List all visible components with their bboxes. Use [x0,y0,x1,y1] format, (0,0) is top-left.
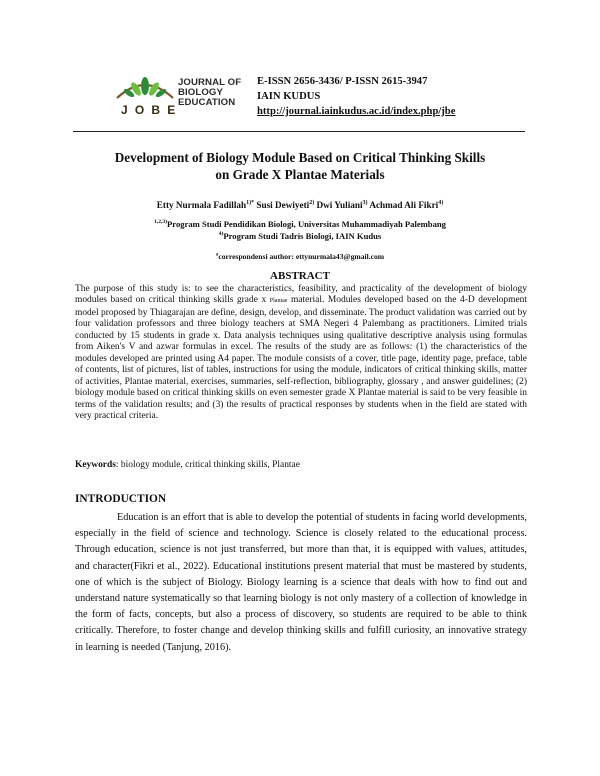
paper-title: Development of Biology Module Based on Critical Thinking Skills on Grade X Plantae Materials [114,150,486,182]
author-list: Etty Nurmala Fadillah$^{1)*}$ Susi Dewiyeti$^{2)}$ Dwi Yuliani$^{3)}$ Achmad Ali Fikri$^{4)}$ [156,199,444,210]
leaf-logo-icon [113,68,177,104]
correspondence: $^a$correspondensi author: ettynurmala43@gmail.com [215,252,385,261]
logo-journal-name: JOURNAL OF BIOLOGY EDUCATION [178,77,242,109]
author-name: Dwi Yuliani [316,200,363,210]
abstract-heading: ABSTRACT [270,270,330,282]
keywords: Keywords: biology module, critical thinking skills, Plantae [75,460,300,470]
issn: E-ISSN 2656-3436/ P-ISSN 2615-3947 [257,76,428,87]
introduction-heading: INTRODUCTION [75,493,167,505]
affiliations [60,219,540,242]
author-name: Etty Nurmala Fadillah [156,200,247,210]
journal-url-link[interactable]: http://journal.iainkudus.ac.id/index.php/jbe [257,105,456,117]
header-divider [73,131,525,132]
introduction-paragraph: Education is an effort that is able to develop the potential of students in facing world developments, especially in the field of science and technology. Science is closely related to the educational process. Through education, science is not just transferred, but more than that, it is equipped with values, attitudes, and character(Fikri et al., 2022). Educational institutions present material that must be mastered by students, one of which is the subject of Biology. Biology learning is a science that deals with how to find out and understand nature systematically so that learning biology is not only mastery of a collection of knowledge in the form of facts, concepts, but also a process of discovery, so students are required to be able to think critically. Therefore, to foster change and develop thinking skills and fulfill curiosity, an innovative strategy in learning is needed (Tanjung, 2016). [75,512,527,653]
author-name: Achmad Ali Fikri [369,200,439,210]
affiliation-line: $^{4)}$Program Studi Tadris Biologi, IAIN Kudus [218,230,382,241]
institution: IAIN KUDUS [257,90,321,102]
keywords-label: Keywords [75,460,116,470]
affiliation-line: $^{1,2,3)}$Program Studi Pendidikan Biologi, Universitas Muhammadiyah Palembang [154,219,446,229]
author-name: Susi Dewiyeti [256,200,310,210]
abstract-body: The purpose of this study is: to see the characteristics, feasibility, and practicality of the development of biology modules based on critical thinking skills grade x Plantae material. Modules developed based on the 4-D development model proposed by Thiagarajan are define, design, develop, and disseminate. The product validation was carried out by four validation professors and three biology teachers at SMA Negeri 4 Palembang as practitioners. Limited trials conducted by 15 students in grade x. Data analysis techniques using qualitative descriptive analysis using formulas from Aiken's V and azwar formulas in excel. The results of the study are as follows: (1) the characteristics of the modules developed are printed using A4 paper. The module consists of a cover, title page, identity page, preface, table of contents, list of pictures, list of tables, instructions for using the module, indicators of critical thinking skills, matter of activities, Plantae material, exercises, summaries, self-reflection, bibliography, glossary , and answer guidelines; (2) biology module based on critical thinking skills on even semester grade X Plantae material is said to be very feasible in terms of the validation results; and (3) the results of practical responses by students when in the field are stated with very practical criteria. [75,284,528,421]
logo-acronym: JOBE [121,103,183,117]
journal-header [257,75,455,119]
journal-logo [113,68,263,120]
